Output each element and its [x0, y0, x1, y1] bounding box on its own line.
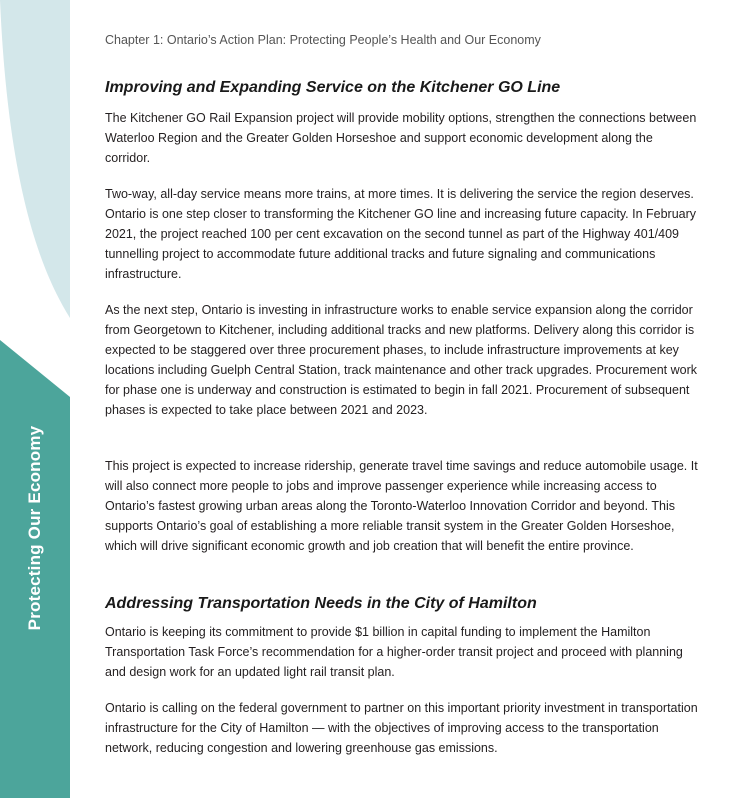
chapter-header: Chapter 1: Ontario’s Action Plan: Protecting People’s Health and Our Economy — [105, 33, 541, 47]
section-heading-hamilton: Addressing Transportation Needs in the City of Hamilton — [105, 595, 537, 612]
paragraph: Two-way, all-day service means more trains, at more times. It is delivering the service the region deserves. Ontario is one step closer to transforming the Kitchener GO line and increasing future capacity. In February 2021, the project reached 100 per cent excavation on the second tunnel as part of the Highway 401/409 tunnelling project to accommodate future additional tracks and future signaling and communications infrastructure. — [105, 187, 697, 281]
paragraph: As the next step, Ontario is investing in infrastructure works to enable service expansion along the corridor from Georgetown to Kitchener, including additional tracks and new platforms. Delivery along this corridor is expected to be staggered over three procurement phases, to include infrastructure improvements at key locations including Guelph Central Station, track maintenance and other track upgrades. Procurement work for phase one is underway and construction is estimated to begin in fall 2021. Procurement of subsequent phases is expected to take place between 2021 and 2023. — [105, 303, 697, 417]
paragraph: This project is expected to increase ridership, generate travel time savings and reduce automobile usage. It will also connect more people to jobs and improve passenger experience while increasing access to Ontario’s fastest growing urban areas along the Toronto-Waterloo Innovation Corridor and beyond. This supports Ontario’s goal of establishing a more reliable transit system in the Greater Golden Horseshoe, which will drive significant economic growth and job creation that will benefit the entire province. — [105, 459, 698, 553]
paragraph: The Kitchener GO Rail Expansion project will provide mobility options, strengthen the connections between Waterloo Region and the Greater Golden Horseshoe and support economic development along the corridor. — [105, 111, 697, 165]
side-decoration — [0, 0, 70, 798]
side-label: Protecting Our Economy — [25, 425, 44, 631]
paragraph: Ontario is calling on the federal government to partner on this important priority investment in transportation infrastructure for the City of Hamilton — with the objectives of improving access to the transportation network, reducing congestion and lowering greenhouse gas emissions. — [105, 701, 698, 755]
paragraph: Ontario is keeping its commitment to provide $1 billion in capital funding to implement the Hamilton Transportation Task Force’s recommendation for a higher-order transit project and proceed with planning and design work for an updated light rail transit plan. — [105, 625, 683, 679]
side-decoration-shapes — [0, 0, 70, 798]
light-arc-shape — [0, 0, 70, 318]
section-heading-kitchener: Improving and Expanding Service on the Kitchener GO Line — [105, 79, 561, 96]
